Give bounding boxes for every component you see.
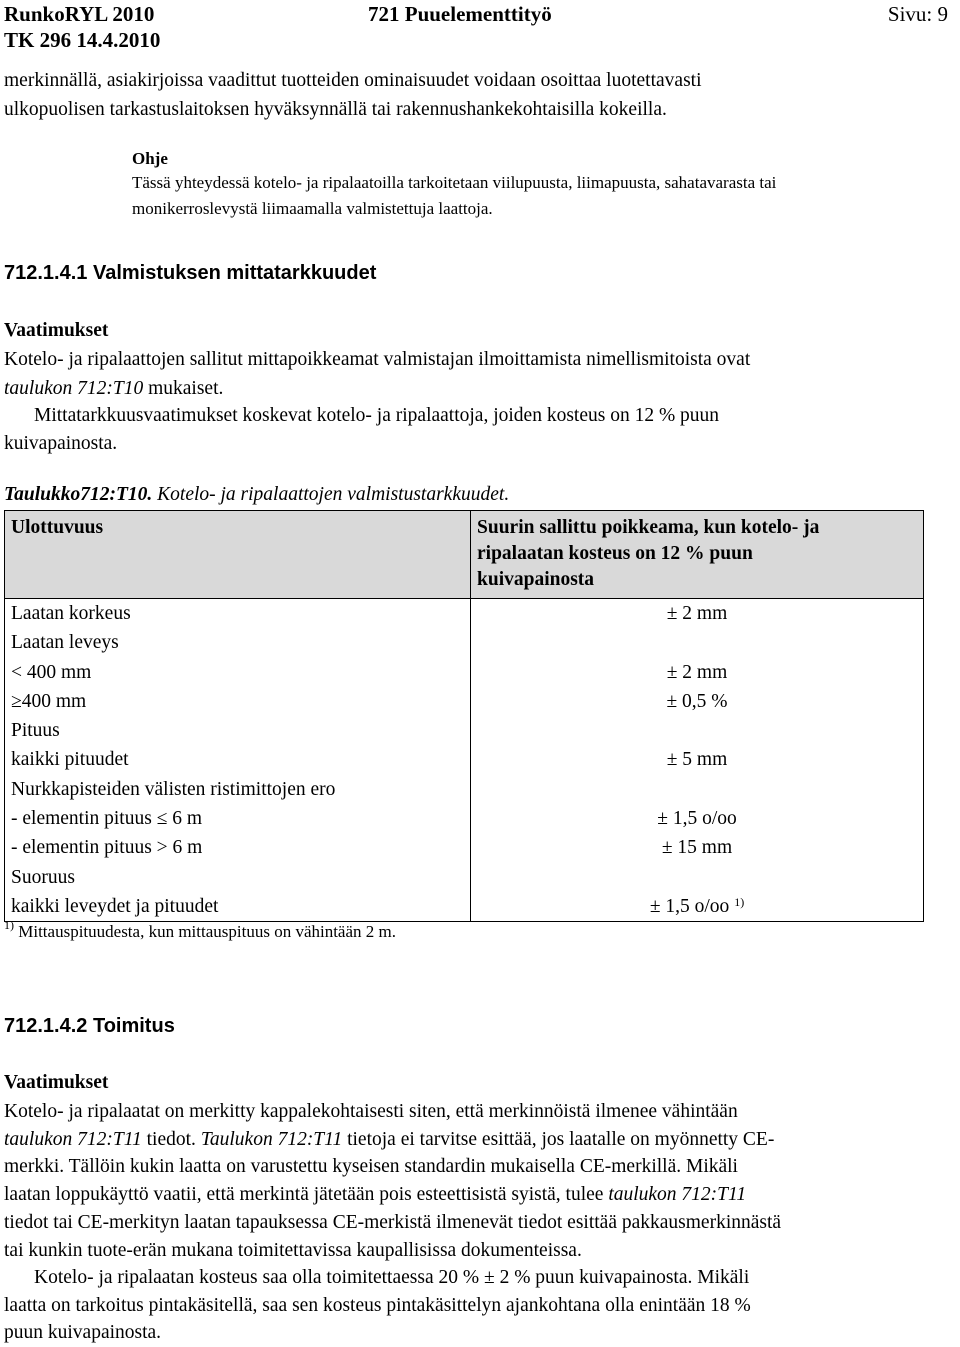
row-label: Laatan korkeus — [5, 599, 471, 629]
table-row — [5, 863, 924, 892]
header-committee-date: TK 296 14.4.2010 — [4, 28, 161, 52]
table-row — [5, 599, 924, 629]
header-dimension: Ulottuvuus — [5, 511, 471, 599]
row-value: ± 1,5 o/oo $^{1)}$ — [471, 892, 924, 922]
requirements-title-1: Vaatimukset — [4, 320, 109, 341]
row-label: Pituus — [5, 716, 471, 745]
row-value: ± 15 mm — [471, 833, 924, 862]
row-label: - elementin pituus ≤ 6 m — [5, 804, 471, 833]
row-value — [471, 863, 924, 892]
header-page-number: Sivu: 9 — [887, 2, 948, 26]
ohje-title: Ohje — [132, 149, 168, 168]
table-row — [5, 716, 924, 745]
intro-line-2: ulkopuolisen tarkastuslaitoksen hyväksynnällä tai rakennushankekohtaisilla kokeilla. — [4, 99, 667, 120]
row-value — [471, 628, 924, 657]
footnote-ref: 1) — [734, 894, 745, 909]
row-value — [471, 775, 924, 804]
header-chapter-title: 721 Puuelementtityö — [368, 2, 552, 26]
row-value: ± 2 mm — [471, 599, 924, 629]
row-value: ± 0,5 % — [471, 687, 924, 716]
section2-line-5: tiedot tai CE-merkityn laatan tapauksessa CE-merkistä ilmenevät tiedot esittää pakkausmerkinnästä — [4, 1212, 782, 1233]
section1-p2-line-2: kuivapainosta. — [4, 433, 118, 454]
row-label: kaikki pituudet — [5, 745, 471, 774]
table-row — [5, 687, 924, 716]
section2-line-9: puun kuivapainosta. — [4, 1322, 162, 1343]
section2-line-3: merkki. Tällöin kukin laatta on varustettu kyseisen standardin mukaisella CE-merkillä. Mikäli — [4, 1156, 738, 1177]
section2-line-7: Kotelo- ja ripalaatan kosteus saa olla toimitettaessa 20 % ± 2 % puun kuivapainosta. Mikäli — [34, 1267, 750, 1288]
row-label: - elementin pituus > 6 m — [5, 833, 471, 862]
section2-line-8: laatta on tarkoitus pintakäsitellä, saa sen kosteus pintakäsittelyn ajankohtana olla enintään 18 % — [4, 1295, 751, 1316]
row-label: ≥400 mm — [5, 687, 471, 716]
row-label: Nurkkapisteiden välisten ristimittojen ero — [5, 775, 471, 804]
row-value: ± 2 mm — [471, 658, 924, 687]
table-row — [5, 804, 924, 833]
tolerance-table — [4, 510, 924, 922]
row-value: ± 5 mm — [471, 745, 924, 774]
row-label: Laatan leveys — [5, 628, 471, 657]
table-row — [5, 775, 924, 804]
row-value: ± 1,5 o/oo — [471, 804, 924, 833]
row-label: < 400 mm — [5, 658, 471, 687]
section1-p2-line-1: Mittatarkkuusvaatimukset koskevat kotelo- ja ripalaattoja, joiden kosteus on 12 % puun — [34, 405, 720, 426]
row-label: Suoruus — [5, 863, 471, 892]
table-row — [5, 658, 924, 687]
section2-line-4: laatan loppukäyttö vaatii, että merkintä jätetään pois esteettisistä syistä, tulee taulukon 712:T11 — [4, 1184, 747, 1205]
section-heading-712-1-4-2: 712.1.4.2 Toimitus — [4, 1015, 175, 1037]
section2-line-1: Kotelo- ja ripalaatat on merkitty kappalekohtaisesti siten, että merkinnöistä ilmenee vähintään — [4, 1101, 738, 1122]
table-header-row — [5, 511, 924, 599]
row-label: kaikki leveydet ja pituudet — [5, 892, 471, 922]
section2-line-2: taulukon 712:T11 tiedot. Taulukon 712:T11 tietoja ei tarvitse esittää, jos laatalle on myönnetty CE- — [4, 1129, 775, 1150]
section2-line-6: tai kunkin tuote-erän mukana toimitettavissa kaupallisissa dokumenteissa. — [4, 1240, 582, 1261]
section1-p1-line-2: taulukon 712:T10 mukaiset. — [4, 378, 224, 399]
header-doc-name: RunkoRYL 2010 — [4, 2, 155, 26]
section-heading-712-1-4-1: 712.1.4.1 Valmistuksen mittatarkkuudet — [4, 262, 377, 284]
section1-p1-line-1: Kotelo- ja ripalaattojen sallitut mittapoikkeamat valmistajan ilmoittamista nimellismitoista ovat — [4, 349, 751, 370]
table-row — [5, 892, 924, 922]
table-footnote: $^{1)}$ Mittauspituudesta, kun mittauspituus on vähintään 2 m. — [4, 918, 396, 941]
ohje-line-1: Tässä yhteydessä kotelo- ja ripalaatoilla tarkoitetaan viilupuusta, liimapuusta, sahatavarasta tai — [132, 173, 777, 192]
requirements-title-2: Vaatimukset — [4, 1072, 109, 1093]
table-row — [5, 833, 924, 862]
table-row — [5, 745, 924, 774]
table-reference: taulukon 712:T10 — [4, 378, 144, 399]
intro-line-1: merkinnällä, asiakirjoissa vaadittut tuotteiden ominaisuudet voidaan osoittaa luotettavasti — [4, 70, 702, 91]
header-max-deviation: Suurin sallittu poikkeama, kun kotelo- ja ripalaatan kosteus on 12 % puun kuivapainosta — [471, 511, 924, 599]
row-value — [471, 716, 924, 745]
ohje-line-2: monikerroslevystä liimaamalla valmistettuja laattoja. — [132, 199, 493, 218]
table-row — [5, 628, 924, 657]
table-caption: Taulukko712:T10. Kotelo- ja ripalaattojen valmistustarkkuudet. — [4, 484, 510, 505]
